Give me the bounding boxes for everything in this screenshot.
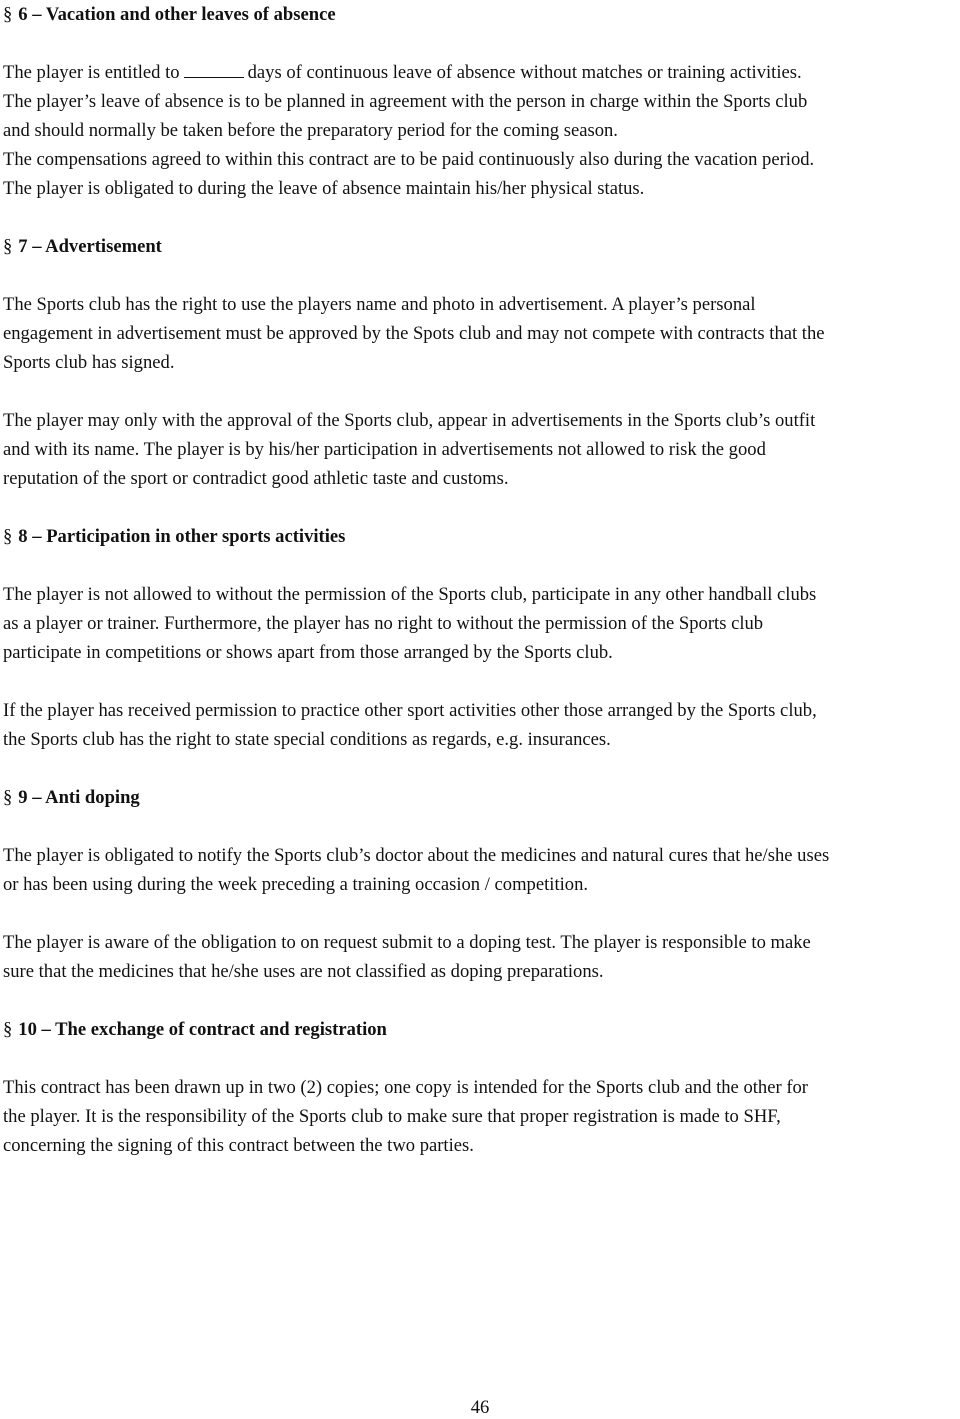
text-line: The player is not allowed to without the permission of the Sports club, participate in any other handball clubs [3,584,817,605]
section-heading [3,522,958,551]
section-8 [3,522,958,783]
text-line: the player. It is the responsibility of the Sports club to make sure that proper registration is made to SHF, [3,1106,781,1127]
text-line: as a player or trainer. Furthermore, the player has no right to without the permission of the Sports club [3,613,764,634]
spacer [3,261,958,290]
text-line: The compensations agreed to within this contract are to be paid continuously also during the vacation period. [3,149,815,170]
spacer [3,1044,958,1073]
spacer [3,986,958,1015]
text-fragment: The player is entitled to [3,62,180,83]
section-title: 8 – Participation in other sports activities [18,526,346,547]
text-line [3,58,958,87]
section-heading [3,1015,958,1044]
text-fragment: days of continuous leave of absence without matches or training activities. [247,62,802,83]
spacer [3,551,958,580]
section-symbol: § [3,4,13,25]
text-line: participate in competitions or shows apart from those arranged by the Sports club. [3,642,613,663]
section-10 [3,1015,958,1160]
document-page [3,0,958,1160]
paragraph [3,580,958,667]
text-line: The player’s leave of absence is to be planned in agreement with the person in charge within the Sports club [3,91,808,112]
text-line: If the player has received permission to practice other sport activities other those arranged by the Sports club, [3,700,817,721]
paragraph [3,696,958,754]
fill-in-blank [184,61,244,78]
section-symbol: § [3,526,13,547]
text-line: The player is obligated to during the leave of absence maintain his/her physical status. [3,178,645,199]
text-line: The player is aware of the obligation to on request submit to a doping test. The player is responsible to make [3,932,811,953]
section-9 [3,783,958,1015]
section-heading [3,0,958,29]
section-symbol: § [3,787,13,808]
paragraph [3,1073,958,1160]
text-line: the Sports club has the right to state special conditions as regards, e.g. insurances. [3,729,611,750]
section-title: 9 – Anti doping [18,787,140,808]
spacer [3,203,958,232]
section-7 [3,232,958,522]
text-line: and with its name. The player is by his/her participation in advertisements not allowed to risk the good [3,439,766,460]
paragraph [3,928,958,986]
text-line: sure that the medicines that he/she uses are not classified as doping preparations. [3,961,604,982]
text-line: This contract has been drawn up in two (2) copies; one copy is intended for the Sports club and the other for [3,1077,808,1098]
section-6 [3,0,958,232]
spacer [3,667,958,696]
text-line: The Sports club has the right to use the players name and photo in advertisement. A player’s personal [3,294,756,315]
section-heading [3,232,958,261]
text-line: concerning the signing of this contract between the two parties. [3,1135,474,1156]
text-line: The player may only with the approval of the Sports club, appear in advertisements in the Sports club’s outfit [3,410,816,431]
section-title: 10 – The exchange of contract and registration [18,1019,387,1040]
spacer [3,899,958,928]
spacer [3,377,958,406]
paragraph [3,406,958,493]
paragraph [3,841,958,899]
page-number: 46 [470,1397,490,1418]
spacer [3,812,958,841]
text-line: reputation of the sport or contradict good athletic taste and customs. [3,468,509,489]
text-line: Sports club has signed. [3,352,175,373]
text-line: engagement in advertisement must be approved by the Spots club and may not compete with contracts that the [3,323,825,344]
paragraph [3,58,958,203]
text-line: or has been using during the week preceding a training occasion / competition. [3,874,589,895]
section-heading [3,783,958,812]
text-line: and should normally be taken before the preparatory period for the coming season. [3,120,618,141]
section-title: 7 – Advertisement [18,236,162,257]
section-symbol: § [3,236,13,257]
spacer [3,29,958,58]
spacer [3,754,958,783]
section-title: 6 – Vacation and other leaves of absence [18,4,336,25]
spacer [3,493,958,522]
section-symbol: § [3,1019,13,1040]
paragraph [3,290,958,377]
text-line: The player is obligated to notify the Sports club’s doctor about the medicines and natural cures that he/she uses [3,845,830,866]
